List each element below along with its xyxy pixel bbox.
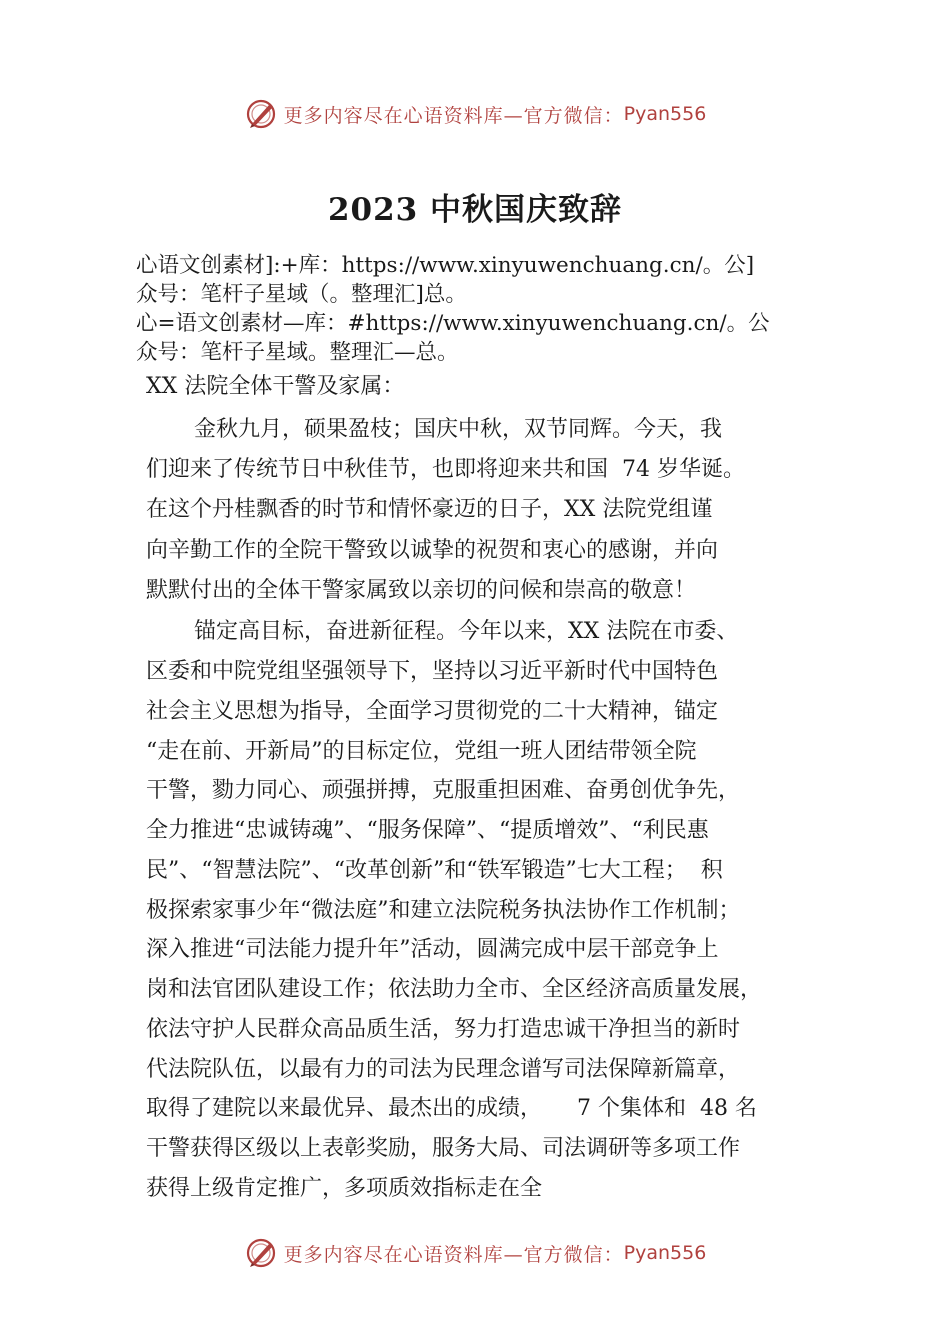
document-title: 2023 中秋国庆致辞 bbox=[327, 192, 623, 228]
paragraph-line: 极探索家事少年“微法庭”和建立法院税务执法协作工作机制； bbox=[146, 898, 741, 923]
pen-seal-logo-icon bbox=[244, 97, 278, 131]
paragraph-line: 取得了建院以来最优异、最杰出的成绩， 7 个集体和 48 名 bbox=[146, 1096, 757, 1121]
banner-text: 更多内容尽在心语资料库—官方微信： bbox=[283, 1243, 624, 1266]
paragraph-line: 全力推进“忠诚铸魂”、“服务保障”、“提质增效”、“利民惠 bbox=[146, 818, 709, 843]
paragraph-line: 默默付出的全体干警家属致以亲切的问候和崇高的敬意！ bbox=[146, 578, 697, 603]
footer-banner bbox=[0, 1233, 950, 1273]
pen-seal-logo-icon bbox=[244, 1236, 278, 1270]
paragraph-line: 区委和中院党组坚强领导下，坚持以习近平新时代中国特色 bbox=[146, 659, 719, 684]
paragraph-line: 金秋九月，硕果盈枝；国庆中秋，双节同辉。今天，我 bbox=[194, 417, 723, 442]
paragraph-line: 社会主义思想为指导，全面学习贯彻党的二十大精神，锚定 bbox=[146, 699, 719, 724]
paragraph-line: “走在前、开新局”的目标定位，党组一班人团结带领全院 bbox=[146, 739, 697, 764]
header-banner bbox=[0, 94, 950, 134]
paragraph-line: 锚定高目标，奋进新征程。今年以来，XX 法院在市委、 bbox=[194, 619, 739, 644]
salutation: XX 法院全体干警及家属： bbox=[146, 374, 405, 399]
banner-wechat-id: Pyan556 bbox=[623, 1242, 707, 1264]
paragraph-line: 深入推进“司法能力提升年”活动，圆满完成中层干部竞争上 bbox=[146, 937, 719, 962]
source-line: 心=语文创素材—库：#https://www.xinyuwenchuang.cn/。公 bbox=[136, 311, 770, 336]
paragraph-line: 干警，勠力同心、顽强拼搏，克服重担困难、奋勇创优争先， bbox=[146, 778, 741, 803]
source-line: 众号：笔杆子星域（。整理汇]总。 bbox=[136, 282, 467, 307]
paragraph-line: 向辛勤工作的全院干警致以诚挚的祝贺和衷心的感谢，并向 bbox=[146, 538, 719, 563]
source-line: 心语文创素材]:+库：https://www.xinyuwenchuang.cn/。公] bbox=[136, 253, 755, 278]
paragraph-line: 依法守护人民群众高品质生活，努力打造忠诚干净担当的新时 bbox=[146, 1017, 741, 1042]
paragraph-line: 干警获得区级以上表彰奖励，服务大局、司法调研等多项工作 bbox=[146, 1136, 741, 1161]
banner-text: 更多内容尽在心语资料库—官方微信： bbox=[283, 104, 624, 127]
paragraph-line: 代法院队伍，以最有力的司法为民理念谱写司法保障新篇章， bbox=[146, 1057, 741, 1082]
banner-wechat-id: Pyan556 bbox=[623, 103, 707, 125]
paragraph-line: 获得上级肯定推广，多项质效指标走在全 bbox=[146, 1176, 543, 1201]
paragraph-line: 在这个丹桂飘香的时节和情怀豪迈的日子，XX 法院党组谨 bbox=[146, 497, 713, 522]
paragraph-line: 岗和法官团队建设工作；依法助力全市、全区经济高质量发展， bbox=[146, 977, 763, 1002]
paragraph-line: 民”、“智慧法院”、“改革创新”和“铁军锻造”七大工程； 积 bbox=[146, 858, 723, 883]
paragraph-line: 们迎来了传统节日中秋佳节，也即将迎来共和国 74 岁华诞。 bbox=[146, 457, 745, 482]
source-line: 众号：笔杆子星域。整理汇—总。 bbox=[136, 340, 459, 365]
